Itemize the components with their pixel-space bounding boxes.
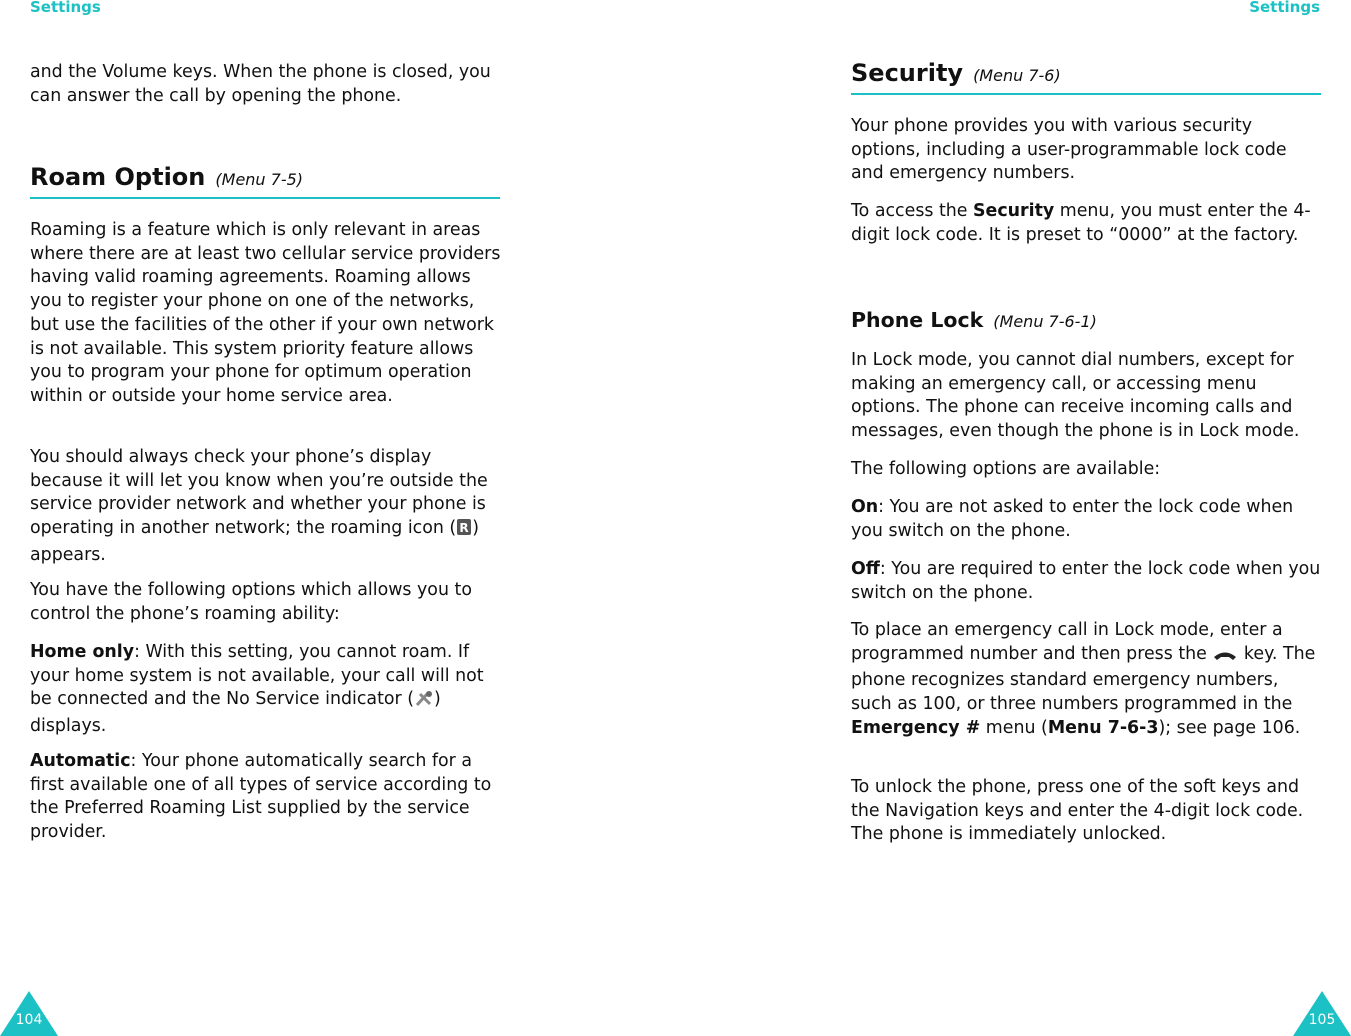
send-key-icon — [1212, 646, 1238, 670]
section-header-left: Settings — [30, 0, 101, 16]
text: menu, you must enter the 4-digit lock code. It is preset to “0000” at the factory. — [851, 201, 1311, 245]
paragraph — [30, 446, 502, 568]
text: To place an emergency call in Lock mode, enter a programmed number and then press the — [851, 620, 1283, 664]
page-number-left: 104 — [15, 1012, 43, 1028]
paragraph — [851, 200, 1323, 247]
text: To access the — [851, 201, 974, 221]
no-service-icon — [414, 689, 434, 715]
heading-text: Phone Lock — [851, 308, 984, 332]
text: ) displays. — [30, 689, 441, 737]
paragraph — [851, 496, 1323, 543]
text: ) appears. — [30, 518, 480, 565]
option-label: Home only — [30, 642, 135, 662]
section-header-right: Settings — [1249, 0, 1320, 16]
heading-rule — [30, 197, 500, 199]
roaming-icon — [456, 518, 472, 544]
svg-text:R: R — [459, 521, 469, 536]
bold-text: Emergency # — [851, 717, 981, 738]
bold-text: Security — [973, 201, 1055, 221]
paragraph: Roaming is a feature which is only relevant in areas where there are at least two cellular service providers having valid roaming agreements. Roaming allows you to register your phone on one of the networks, but use the facilities of the other if your own network is not available. This system priority feature allows you to program your phone for optimum operation within or outside your home service area. — [30, 220, 501, 406]
paragraph — [30, 750, 502, 845]
section-heading-security — [851, 59, 1061, 87]
bold-text: Menu 7-6-3 — [1047, 717, 1159, 738]
paragraph — [851, 619, 1323, 741]
text: key. The phone recognizes standard emergency numbers, such as 100, or three numbers programmed in the — [851, 643, 1316, 715]
text: : With this setting, you cannot roam. If your home system is not available, your call will not be connected and the No Service indicator ( — [30, 642, 484, 710]
text: ); see page 106. — [1158, 717, 1301, 738]
heading-text: Roam Option — [30, 163, 206, 191]
text: You should always check your phone’s display because it will let you know when you’re outside the service provider network and whether your phone is operating in another network; the roaming icon ( — [30, 447, 488, 539]
option-label: On — [851, 497, 879, 517]
menu-ref: (Menu 7-5) — [215, 170, 304, 189]
paragraph — [30, 641, 502, 739]
option-label: Off — [851, 559, 880, 579]
paragraph: The following options are available: — [851, 459, 1161, 479]
paragraph: You have the following options which allows you to control the phone’s roaming ability: — [30, 580, 472, 624]
paragraph: To unlock the phone, press one of the soft keys and the Navigation keys and enter the 4-digit lock code. The phone is immediately unlocked. — [851, 777, 1304, 845]
menu-ref: (Menu 7-6-1) — [993, 312, 1097, 331]
text: : Your phone automatically search for a first available one of all types of service according to the Preferred Roaming List supplied by the service provider. — [30, 751, 492, 843]
section-heading-roam-option — [30, 163, 303, 191]
paragraph — [851, 558, 1323, 605]
page-number-right: 105 — [1308, 1012, 1336, 1028]
paragraph: Your phone provides you with various security options, including a user-programmable lock code and emergency numbers. — [851, 116, 1287, 184]
paragraph: In Lock mode, you cannot dial numbers, except for making an emergency call, or accessing menu options. The phone can receive incoming calls and messages, even though the phone is in Lock mode. — [851, 350, 1300, 442]
text: menu ( — [980, 717, 1048, 738]
text: : You are required to enter the lock code when you switch on the phone. — [851, 559, 1321, 603]
heading-text: Security — [851, 59, 964, 87]
option-label: Automatic — [30, 751, 131, 771]
menu-ref: (Menu 7-6) — [973, 66, 1061, 85]
paragraph: and the Volume keys. When the phone is closed, you can answer the call by opening the phone. — [30, 62, 491, 106]
text: : You are not asked to enter the lock code when you switch on the phone. — [851, 497, 1294, 541]
heading-rule — [851, 93, 1321, 95]
subsection-heading-phone-lock — [851, 308, 1097, 332]
